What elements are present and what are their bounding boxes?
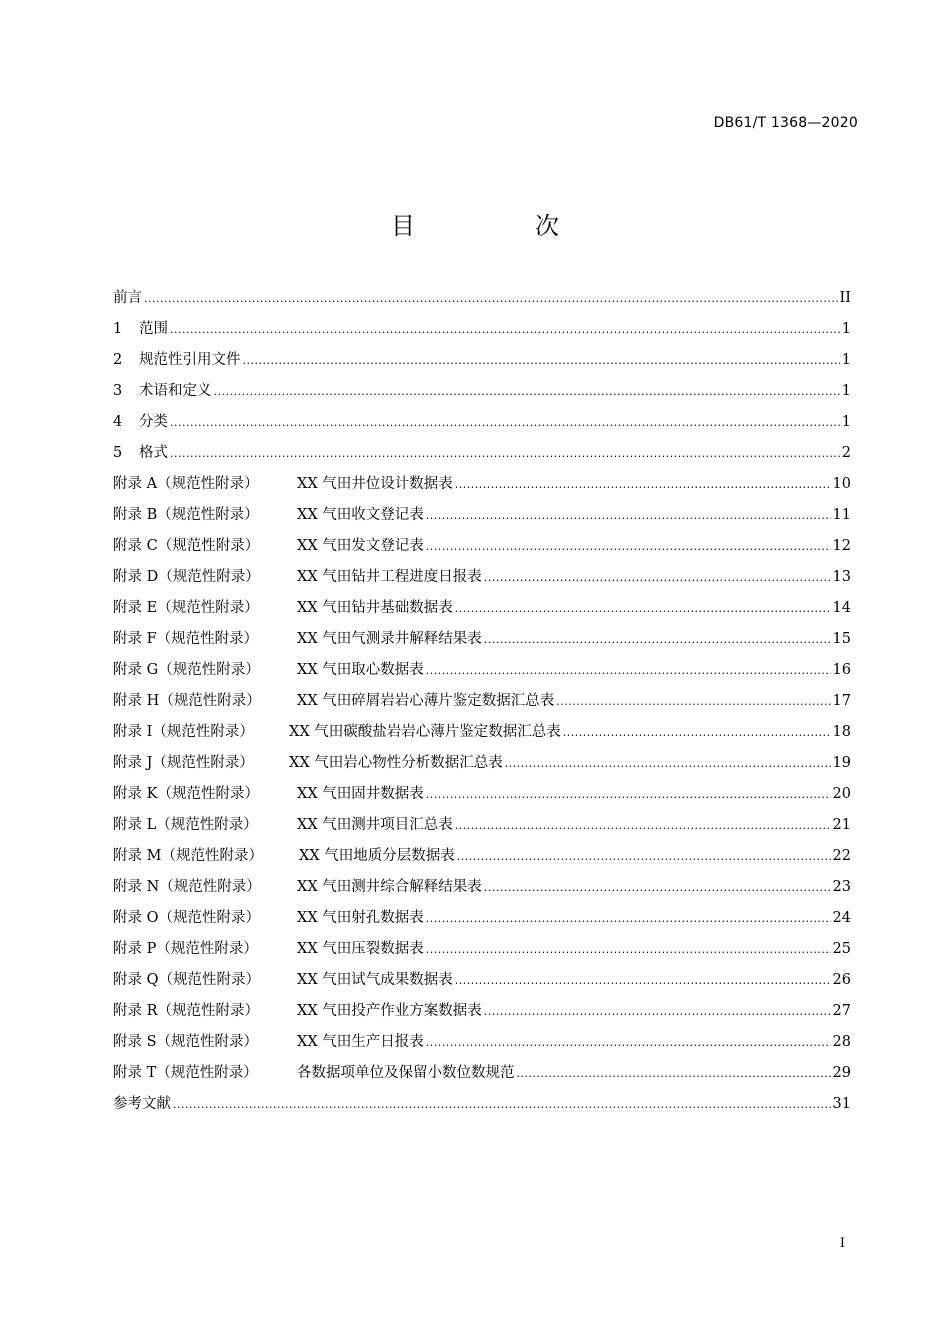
table-of-contents [113,283,851,1120]
toc-entry-label [113,934,424,965]
toc-entry-label [113,779,424,810]
toc-section-number: 3 [113,383,123,399]
toc-entry-appendix[interactable] [113,872,851,903]
toc-entry-appendix[interactable] [113,841,851,872]
toc-entry-label [113,531,424,562]
toc-leader-dots [455,810,831,841]
toc-entry-page: 20 [832,786,851,802]
toc-leader-dots [170,438,840,469]
toc-appendix-title: XX 气田固井数据表 [297,786,424,802]
toc-entry-page: II [839,290,851,306]
toc-appendix-id: 附录 J（规范性附录） [113,755,254,771]
toc-appendix-title: XX 气田岩心物性分析数据汇总表 [289,755,503,771]
toc-section-number: 2 [113,352,123,368]
toc-leader-dots [426,903,831,934]
toc-appendix-id: 附录 E（规范性附录） [113,600,259,616]
toc-section-number: 1 [113,321,123,337]
toc-entry-page: 21 [832,817,851,833]
toc-entry-page: 26 [832,972,851,988]
toc-entry-label [113,624,482,655]
page-number: I [839,1236,845,1251]
toc-entry-section[interactable] [113,314,851,345]
toc-entry-label: 前言 [113,290,142,306]
toc-entry-appendix[interactable] [113,779,851,810]
toc-entry-page: 11 [832,507,851,523]
toc-entry-label [113,593,453,624]
toc-entry-page: 1 [841,321,851,337]
toc-leader-dots [426,531,831,562]
toc-appendix-id: 附录 K（规范性附录） [113,786,259,802]
toc-appendix-title: XX 气田碎屑岩岩心薄片鉴定数据汇总表 [297,693,555,709]
toc-leader-dots [214,376,840,407]
toc-appendix-title: XX 气田测井项目汇总表 [297,817,453,833]
toc-leader-dots [455,593,831,624]
toc-entry-page: 24 [832,910,851,926]
toc-leader-dots [484,872,831,903]
toc-entry-appendix[interactable] [113,748,851,779]
toc-section-title: 术语和定义 [139,383,212,399]
toc-appendix-title: XX 气田取心数据表 [297,662,424,678]
toc-appendix-title: XX 气田收文登记表 [297,507,424,523]
toc-entry-label [113,996,482,1027]
toc-entry-page: 1 [841,414,851,430]
toc-entry-label [113,686,554,717]
toc-appendix-id: 附录 F（规范性附录） [113,631,259,647]
toc-leader-dots [170,314,840,345]
toc-section-title: 范围 [139,321,168,337]
toc-entry-section[interactable] [113,345,851,376]
toc-leader-dots [243,345,840,376]
toc-entry-label [113,872,482,903]
toc-leader-dots [505,748,831,779]
toc-leader-dots [426,779,831,810]
toc-appendix-id: 附录 O（规范性附录） [113,910,260,926]
toc-entry-label [113,748,503,779]
toc-entry-label [113,376,212,407]
toc-entry-appendix[interactable] [113,903,851,934]
toc-leader-dots [484,624,831,655]
toc-leader-dots [484,562,831,593]
toc-entry-appendix[interactable] [113,562,851,593]
toc-entry-page: 14 [832,600,851,616]
toc-entry-label [113,500,424,531]
toc-entry-page: 28 [832,1034,851,1050]
toc-leader-dots [517,1058,831,1089]
toc-appendix-id: 附录 R（规范性附录） [113,1003,260,1019]
toc-entry-label [113,407,168,438]
toc-entry-page: 15 [832,631,851,647]
toc-entry-appendix[interactable] [113,655,851,686]
toc-entry-label [113,810,453,841]
toc-leader-dots [455,965,831,996]
toc-appendix-title: XX 气田压裂数据表 [297,941,424,957]
toc-entry-page: 19 [832,755,851,771]
toc-leader-dots [484,996,831,1027]
toc-appendix-id: 附录 L（规范性附录） [113,817,258,833]
toc-entry-page: 2 [841,445,851,461]
toc-entry-section[interactable] [113,407,851,438]
toc-appendix-title: XX 气田钻井基础数据表 [297,600,453,616]
toc-appendix-id: 附录 N（规范性附录） [113,879,261,895]
toc-appendix-title: XX 气田生产日报表 [297,1034,424,1050]
toc-entry-appendix[interactable] [113,1058,851,1089]
toc-entry-page: 29 [832,1065,851,1081]
toc-entry-appendix[interactable] [113,1027,851,1058]
toc-appendix-title: XX 气田射孔数据表 [297,910,424,926]
toc-leader-dots [426,934,831,965]
toc-entry-appendix[interactable] [113,934,851,965]
toc-leader-dots [426,1027,831,1058]
toc-appendix-title: XX 气田碳酸盐岩岩心薄片鉴定数据汇总表 [289,724,561,740]
toc-appendix-title: XX 气田试气成果数据表 [297,972,453,988]
toc-section-number: 4 [113,414,123,430]
toc-entry-section[interactable] [113,376,851,407]
toc-entry-page: 18 [832,724,851,740]
toc-entry-appendix[interactable] [113,686,851,717]
toc-entry-appendix[interactable] [113,469,851,500]
toc-section-title: 规范性引用文件 [139,352,241,368]
toc-entry-label [113,903,424,934]
toc-entry-page: 23 [832,879,851,895]
toc-leader-dots [173,1089,831,1120]
toc-entry-page: 12 [832,538,851,554]
toc-appendix-id: 附录 P（规范性附录） [113,941,258,957]
toc-appendix-id: 附录 A（规范性附录） [113,476,259,492]
toc-appendix-id: 附录 M（规范性附录） [113,848,263,864]
toc-entry-label [113,717,561,748]
toc-entry-page: 10 [832,476,851,492]
toc-entry-label [113,438,168,469]
toc-entry-page: 16 [832,662,851,678]
toc-appendix-id: 附录 C（规范性附录） [113,538,260,554]
toc-entry-appendix[interactable] [113,500,851,531]
toc-appendix-id: 附录 S（规范性附录） [113,1034,259,1050]
toc-entry-appendix[interactable] [113,593,851,624]
toc-leader-dots [563,717,831,748]
toc-appendix-title: XX 气田发文登记表 [297,538,424,554]
toc-section-title: 格式 [139,445,168,461]
toc-entry-label [113,469,453,500]
toc-appendix-id: 附录 H（规范性附录） [113,693,261,709]
toc-section-number: 5 [113,445,123,461]
toc-appendix-id: 附录 G（规范性附录） [113,662,260,678]
toc-entry-page: 27 [832,1003,851,1019]
toc-leader-dots [556,686,830,717]
toc-entry-label [113,562,482,593]
toc-appendix-id: 附录 T（规范性附录） [113,1065,258,1081]
toc-appendix-title: XX 气田井位设计数据表 [297,476,453,492]
toc-entry-foreword[interactable] [113,283,851,314]
toc-entry-label [113,1027,424,1058]
toc-leader-dots [144,283,838,314]
toc-entry-section[interactable] [113,438,851,469]
toc-entry-appendix[interactable] [113,624,851,655]
toc-entry-label [113,345,241,376]
toc-appendix-title: XX 气田投产作业方案数据表 [297,1003,482,1019]
toc-entry-page: 25 [832,941,851,957]
toc-appendix-title: XX 气田钻井工程进度日报表 [297,569,482,585]
toc-entry-page: 1 [841,383,851,399]
toc-entry-page: 1 [841,352,851,368]
toc-leader-dots [457,841,831,872]
toc-entry-label [113,965,453,996]
toc-entry-label: 参考文献 [113,1096,171,1112]
toc-appendix-id: 附录 I（规范性附录） [113,724,254,740]
toc-leader-dots [455,469,831,500]
toc-entry-page: 22 [832,848,851,864]
toc-entry-page: 17 [832,693,851,709]
toc-entry-appendix[interactable] [113,810,851,841]
toc-entry-appendix[interactable] [113,965,851,996]
toc-entry-appendix[interactable] [113,717,851,748]
toc-appendix-title: XX 气田气测录井解释结果表 [297,631,482,647]
toc-appendix-id: 附录 D（规范性附录） [113,569,260,585]
toc-entry-label [113,655,424,686]
toc-entry-appendix[interactable] [113,996,851,1027]
toc-entry-label [113,1058,515,1089]
toc-appendix-id: 附录 Q（规范性附录） [113,972,260,988]
toc-section-title: 分类 [139,414,168,430]
toc-entry-label [113,314,168,345]
toc-appendix-title: XX 气田地质分层数据表 [299,848,455,864]
toc-entry-label [113,841,455,872]
page-title: 目 次 [391,212,607,240]
standard-code: DB61/T 1368—2020 [713,115,858,131]
toc-leader-dots [426,655,831,686]
toc-leader-dots [170,407,840,438]
toc-entry-page: 13 [832,569,851,585]
toc-leader-dots [426,500,831,531]
toc-appendix-title: 各数据项单位及保留小数位数规范 [297,1065,515,1081]
toc-entry-appendix[interactable] [113,531,851,562]
toc-entry-references[interactable] [113,1089,851,1120]
toc-entry-page: 31 [832,1096,851,1112]
toc-appendix-id: 附录 B（规范性附录） [113,507,259,523]
toc-appendix-title: XX 气田测井综合解释结果表 [297,879,482,895]
